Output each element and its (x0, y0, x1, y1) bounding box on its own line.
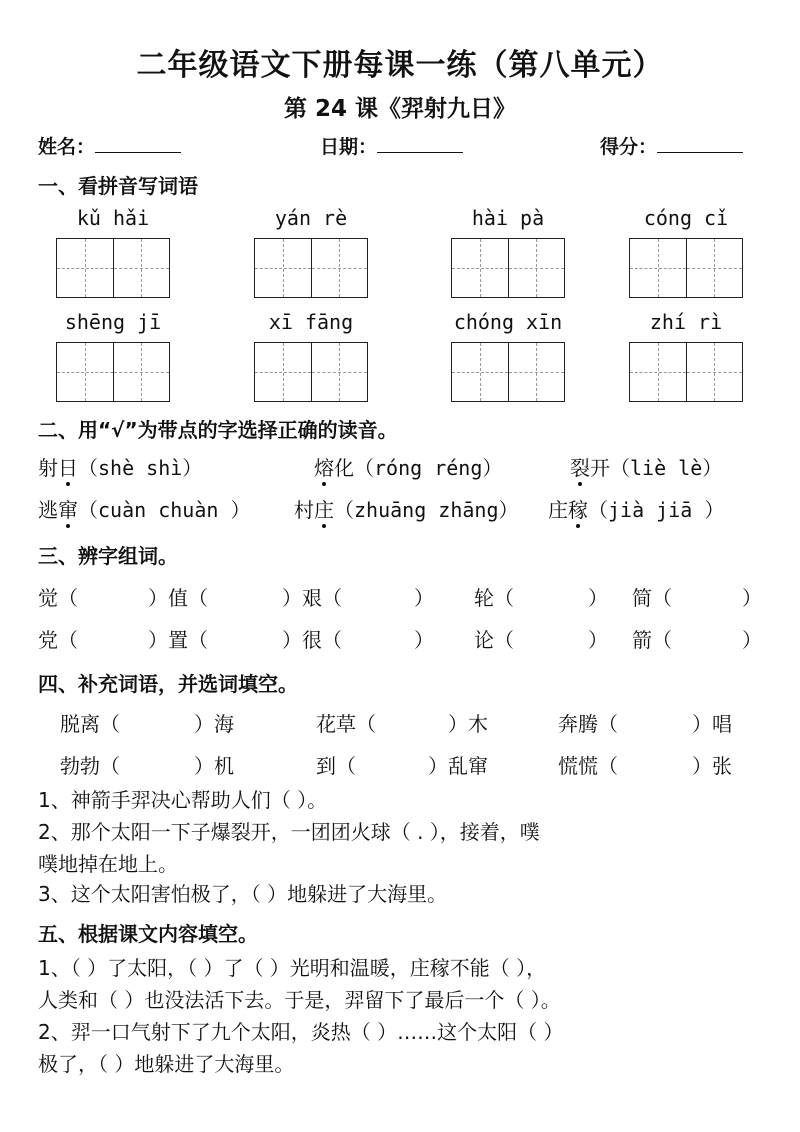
date-label: 日期： (320, 136, 378, 158)
score-blank[interactable] (657, 134, 743, 153)
worksheet-title: 二年级语文下册每课一练（第八单元） (136, 48, 664, 83)
fill-word[interactable]: ）海 (194, 712, 234, 736)
writing-grid[interactable] (56, 238, 170, 298)
fill-word[interactable]: ）唱 (692, 712, 732, 736)
dotted-char: 熔 (314, 452, 334, 481)
writing-grid[interactable] (629, 342, 743, 402)
fill-sentence[interactable]: 1、神箭手羿决心帮助人们（ ）。 (38, 788, 328, 812)
reading-item[interactable]: 逃窜（cuàn chuàn ） (38, 494, 250, 523)
section-2-heading: 二、用“√”为带点的字选择正确的读音。 (38, 418, 398, 442)
pinyin-label: yán rè (274, 206, 348, 230)
char-item[interactable]: ）值（ (148, 586, 208, 610)
fill-word[interactable]: 奔腾（ (558, 712, 618, 736)
fill-word[interactable]: 慌慌（ (558, 754, 618, 778)
pinyin-label: kǔ hǎi (76, 206, 150, 230)
char-item[interactable]: ） (588, 628, 608, 652)
dotted-char: 窜 (58, 494, 78, 523)
section-3-heading: 三、辨字组词。 (38, 544, 178, 568)
reading-options[interactable]: （jià jiā ） (588, 498, 725, 522)
char-item[interactable]: 论（ (474, 628, 514, 652)
pinyin-label: shēng jī (64, 310, 162, 334)
score-field (600, 132, 743, 159)
char-item[interactable]: ） (414, 628, 434, 652)
fill-sentence[interactable]: 2、那个太阳一下子爆裂开，一团团火球（ . ），接着，噗 (38, 820, 540, 844)
fill-sentence[interactable]: 3、这个太阳害怕极了，（ ）地躲进了大海里。 (38, 882, 448, 906)
char-item[interactable]: 觉（ (38, 586, 78, 610)
fill-word[interactable]: 勃勃（ (60, 754, 120, 778)
text-fill-line[interactable]: 1、（ ）了太阳，（ ）了（ ）光明和温暖，庄稼不能（ ）， (38, 956, 547, 980)
date-blank[interactable] (377, 134, 463, 153)
dotted-char: 日 (58, 452, 78, 481)
name-label: 姓名： (38, 136, 96, 158)
char-item[interactable]: 党（ (38, 628, 78, 652)
fill-word[interactable]: ）张 (692, 754, 732, 778)
reading-options[interactable]: （zhuāng zhāng） (334, 498, 519, 522)
writing-grid[interactable] (254, 238, 368, 298)
text-fill-line[interactable]: 人类和（ ）也没法活下去。于是，羿留下了最后一个（ ）。 (38, 988, 561, 1012)
dotted-char: 稼 (568, 494, 588, 523)
reading-item[interactable]: 村庄（zhuāng zhāng） (294, 494, 519, 523)
section-5-heading: 五、根据课文内容填空。 (38, 922, 258, 946)
name-field (38, 132, 181, 159)
char-item[interactable]: ） (414, 586, 434, 610)
reading-item[interactable]: 熔化（róng réng） (314, 452, 502, 481)
writing-grid[interactable] (451, 342, 565, 402)
score-label: 得分： (600, 136, 658, 158)
writing-grid[interactable] (56, 342, 170, 402)
reading-item[interactable]: 射日（shè shì） (38, 452, 202, 481)
reading-options[interactable]: （liè lè） (610, 456, 723, 480)
reading-options[interactable]: （shè shì） (78, 456, 203, 480)
pinyin-label: cóng cǐ (643, 206, 729, 230)
dotted-char: 庄 (314, 494, 334, 523)
char-item[interactable]: 简（ (632, 586, 672, 610)
pinyin-label: xī fāng (268, 310, 354, 334)
writing-grid[interactable] (451, 238, 565, 298)
writing-grid[interactable] (629, 238, 743, 298)
dotted-char: 裂 (570, 452, 590, 481)
char-item[interactable]: ）艰（ (282, 586, 342, 610)
char-item[interactable]: ） (742, 586, 762, 610)
pinyin-label: chóng xīn (453, 310, 563, 334)
char-item[interactable]: ） (742, 628, 762, 652)
text-fill-line[interactable]: 极了，（ ）地躲进了大海里。 (38, 1052, 295, 1076)
section-1-heading: 一、看拼音写词语 (38, 174, 198, 198)
reading-item[interactable]: 裂开（liè lè） (570, 452, 722, 481)
writing-grid[interactable] (254, 342, 368, 402)
fill-word[interactable]: 到（ (316, 754, 356, 778)
fill-word[interactable]: ）木 (448, 712, 488, 736)
char-item[interactable]: 轮（ (474, 586, 514, 610)
fill-word[interactable]: ）机 (194, 754, 234, 778)
pinyin-label: hài pà (471, 206, 545, 230)
char-item[interactable]: ） (588, 586, 608, 610)
reading-options[interactable]: （cuàn chuàn ） (78, 498, 251, 522)
text-fill-line[interactable]: 2、羿一口气射下了九个太阳，炎热（ ）……这个太阳（ ） (38, 1020, 564, 1044)
pinyin-label: zhí rì (649, 310, 723, 334)
reading-options[interactable]: （róng réng） (354, 456, 503, 480)
char-item[interactable]: ）置（ (148, 628, 208, 652)
char-item[interactable]: 箭（ (632, 628, 672, 652)
fill-word[interactable]: ）乱窜 (428, 754, 488, 778)
fill-word[interactable]: 花草（ (316, 712, 376, 736)
lesson-title: 第 24 课《羿射九日》 (283, 96, 517, 122)
fill-sentence: 噗地掉在地上。 (38, 852, 178, 876)
fill-word[interactable]: 脱离（ (60, 712, 120, 736)
date-field (320, 132, 463, 159)
section-4-heading: 四、补充词语，并选词填空。 (38, 672, 298, 696)
name-blank[interactable] (95, 134, 181, 153)
reading-item[interactable]: 庄稼（jià jiā ） (548, 494, 724, 523)
char-item[interactable]: ）很（ (282, 628, 342, 652)
